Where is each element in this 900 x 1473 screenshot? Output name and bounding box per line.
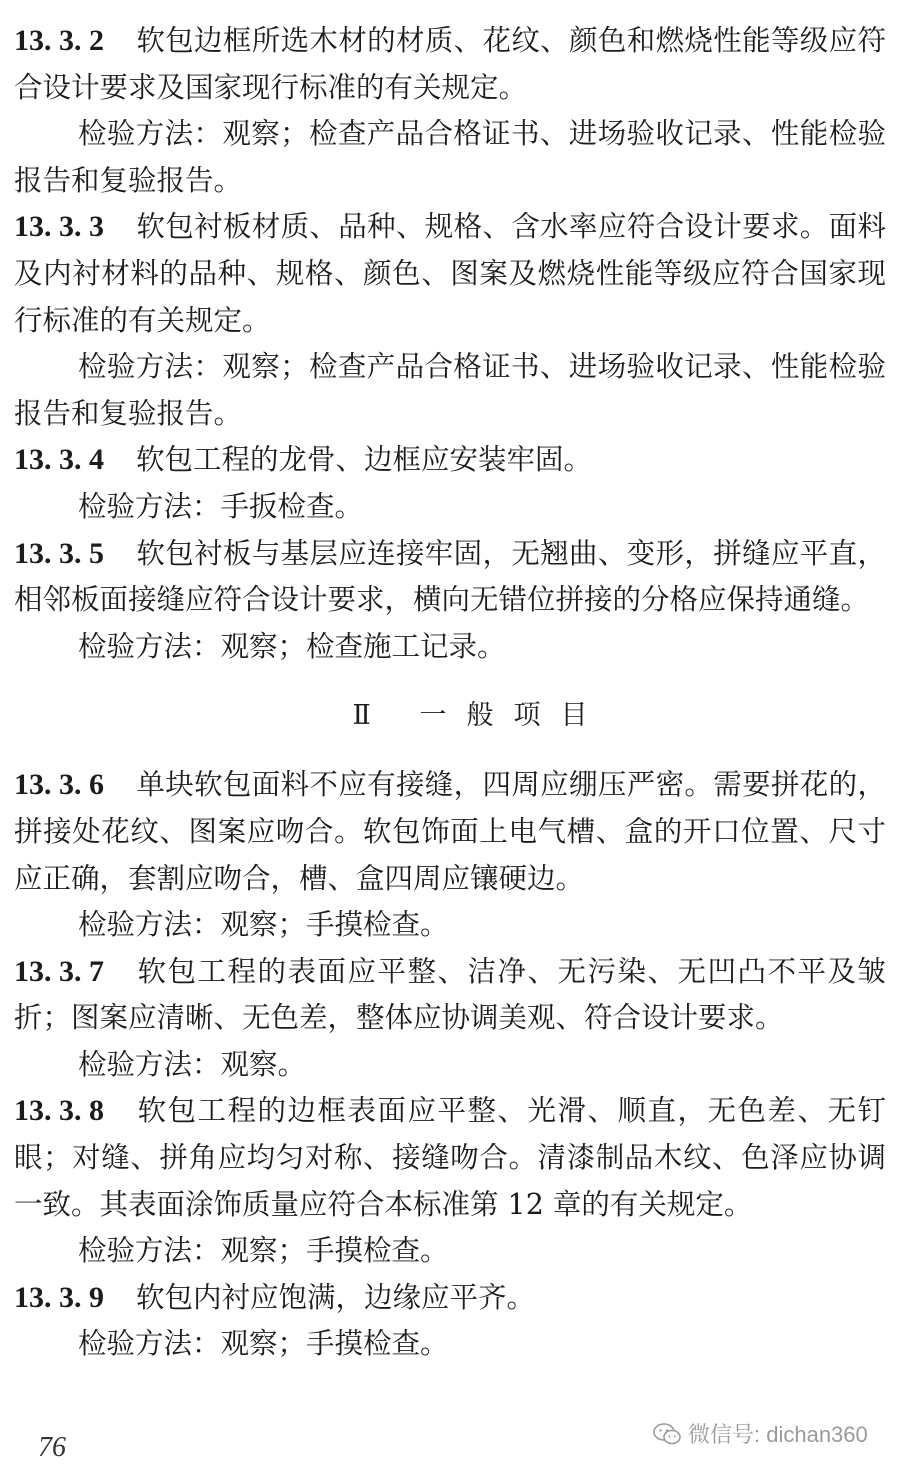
clause-paragraph [14,18,886,111]
inspection-method: 检验方法：观察；检查产品合格证书、进场验收记录、性能检验报告和复验报告。 [14,350,886,430]
clause-number: 13. 3. 7 [14,954,104,988]
inspection-method: 检验方法：手扳检查。 [78,489,364,523]
inspection-method: 检验方法：观察；手摸检查。 [78,908,449,942]
inspection-method: 检验方法：观察；手摸检查。 [78,1234,449,1268]
general-items-block [14,762,886,1368]
clause-number: 13. 3. 3 [14,210,104,244]
clause-paragraph [14,531,886,624]
clause-paragraph [14,204,886,344]
mandatory-items-block [14,18,886,670]
section-heading: Ⅱ 一般项目 [352,700,608,732]
clause-text: 软包工程的龙骨、边框应安装牢固。 [136,443,593,477]
clause-paragraph [14,762,886,902]
clause-text: 软包衬板材质、品种、规格、含水率应符合设计要求。面料及内衬材料的品种、规格、颜色、图案及燃烧性能等级应符合国家现行标准的有关规定。 [14,210,886,337]
clause-text: 单块软包面料不应有接缝，四周应绷压严密。需要拼花的，拼接处花纹、图案应吻合。软包饰面上电气槽、盒的开口位置、尺寸应正确，套割应吻合，槽、盒四周应镶硬边。 [14,768,886,895]
clause-paragraph [14,1088,886,1228]
inspection-method: 检验方法：观察；检查施工记录。 [78,629,506,663]
clause-paragraph [14,949,886,1042]
clause-number: 13. 3. 8 [14,1094,104,1128]
inspection-method: 检验方法：观察；手摸检查。 [78,1327,449,1361]
clause-text: 软包衬板与基层应连接牢固，无翘曲、变形，拼缝应平直，相邻板面接缝应符合设计要求，横向无错位拼接的分格应保持通缝。 [14,536,886,617]
clause-paragraph [14,1275,886,1322]
clause-number: 13. 3. 6 [14,768,104,802]
clause-text: 软包边框所选木材的材质、花纹、颜色和燃烧性能等级应符合设计要求及国家现行标准的有关规定。 [14,24,886,104]
clause-text: 软包工程的表面应平整、洁净、无污染、无凹凸不平及皱折；图案应清晰、无色差，整体应协调美观、符合设计要求。 [14,954,886,1035]
clause-number: 13. 3. 5 [14,536,104,570]
clause-number: 13. 3. 4 [14,443,104,477]
inspection-method: 检验方法：观察。 [78,1047,307,1081]
inspection-method: 检验方法：观察；检查产品合格证书、进场验收记录、性能检验报告和复验报告。 [14,117,886,197]
watermark [652,1418,868,1449]
clause-text: 软包工程的边框表面应平整、光滑、顺直，无色差、无钉眼；对缝、拼角应均匀对称、接缝吻合。清漆制品木纹、色泽应协调一致。其表面涂饰质量应符合本标准第 12 章的有关规定。 [14,1094,886,1221]
clause-paragraph [14,437,886,484]
clause-number: 13. 3. 9 [14,1280,104,1314]
document-page [14,18,886,1368]
watermark-text: 微信号: dichan360 [688,1422,868,1447]
clause-text: 软包内衬应饱满，边缘应平齐。 [136,1280,536,1314]
page-number: 76 [38,1432,66,1463]
clause-number: 13. 3. 2 [14,24,104,57]
wechat-icon [652,1422,682,1446]
